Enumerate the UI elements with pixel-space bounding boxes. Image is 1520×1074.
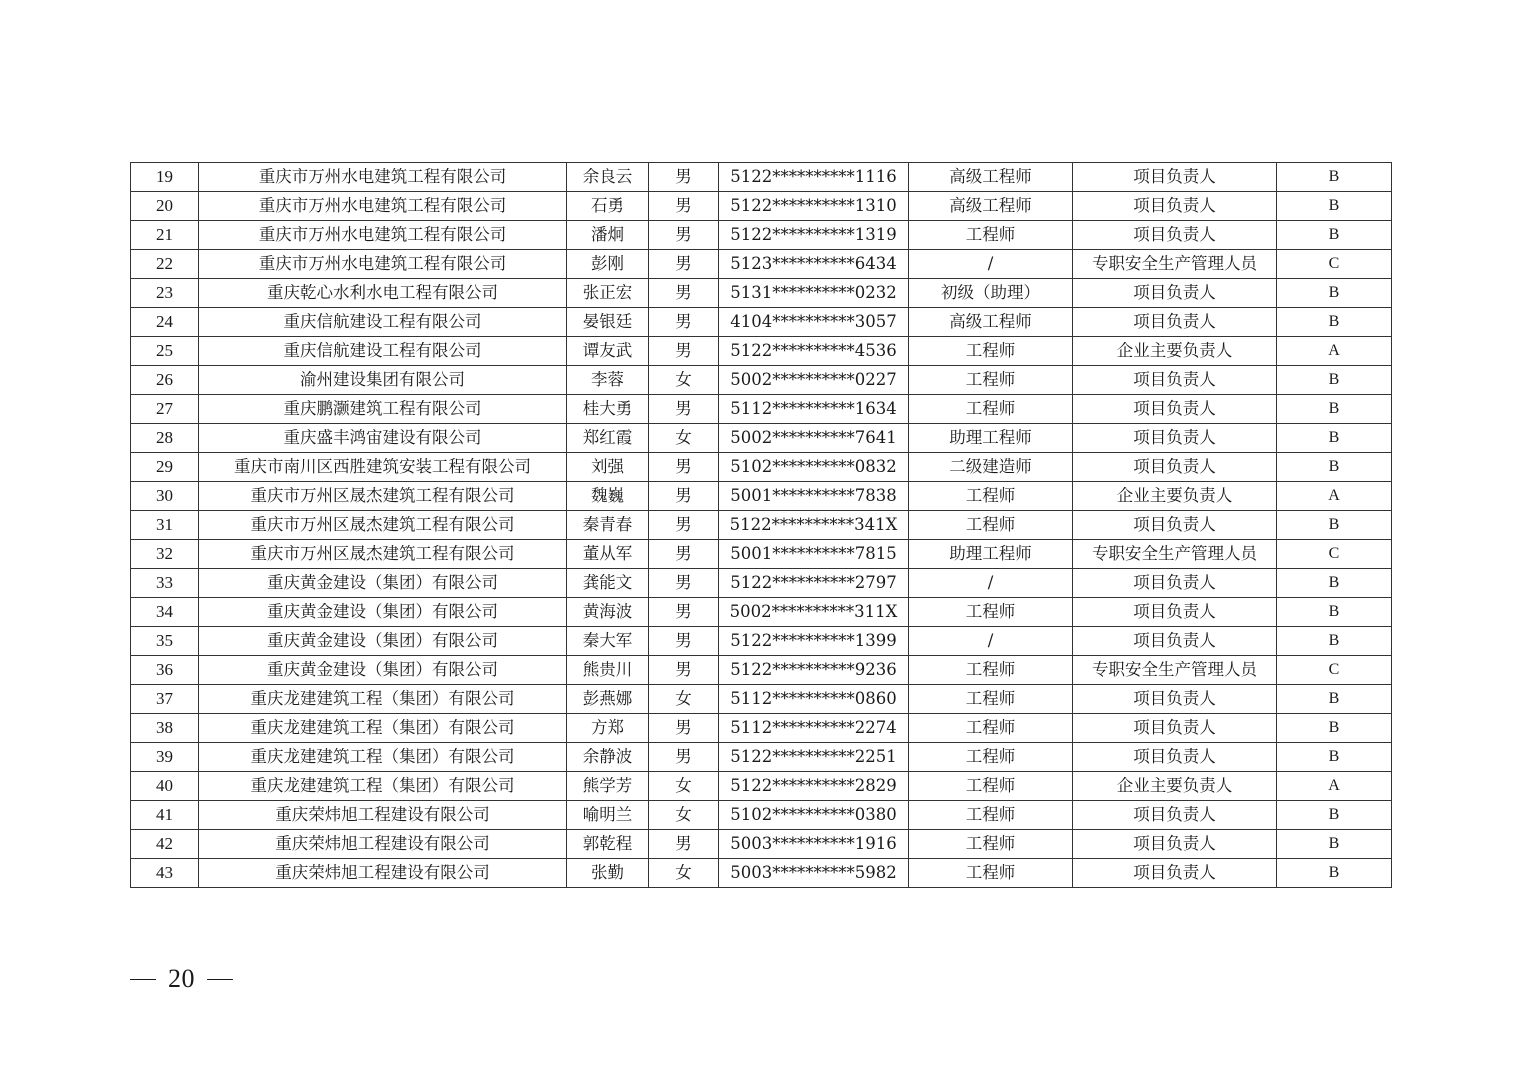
row-number-cell: 28 xyxy=(131,424,199,453)
professional-title-cell: 工程师 xyxy=(909,482,1073,511)
gender-cell: 男 xyxy=(649,569,719,598)
professional-title-cell: 工程师 xyxy=(909,395,1073,424)
footer-dash-right xyxy=(207,979,233,980)
gender-cell: 男 xyxy=(649,743,719,772)
category-level-cell: B xyxy=(1277,424,1392,453)
company-name-cell: 重庆黄金建设（集团）有限公司 xyxy=(199,569,567,598)
professional-title-cell: 工程师 xyxy=(909,685,1073,714)
position-role-cell: 企业主要负责人 xyxy=(1073,772,1277,801)
professional-title-cell: 助理工程师 xyxy=(909,424,1073,453)
table-row xyxy=(131,424,1392,453)
person-name-cell: 李蓉 xyxy=(567,366,649,395)
professional-title-cell: 助理工程师 xyxy=(909,540,1073,569)
gender-cell: 男 xyxy=(649,337,719,366)
company-name-cell: 重庆荣炜旭工程建设有限公司 xyxy=(199,859,567,888)
person-name-cell: 熊学芳 xyxy=(567,772,649,801)
id-number-cell: 5102**********0832 xyxy=(719,453,909,482)
table-row xyxy=(131,859,1392,888)
company-name-cell: 重庆市万州水电建筑工程有限公司 xyxy=(199,221,567,250)
row-number-cell: 34 xyxy=(131,598,199,627)
id-number-cell: 5112**********1634 xyxy=(719,395,909,424)
professional-title-cell: 工程师 xyxy=(909,743,1073,772)
professional-title-cell: 高级工程师 xyxy=(909,163,1073,192)
gender-cell: 女 xyxy=(649,772,719,801)
company-name-cell: 重庆市万州区晟杰建筑工程有限公司 xyxy=(199,540,567,569)
position-role-cell: 专职安全生产管理人员 xyxy=(1073,250,1277,279)
position-role-cell: 项目负责人 xyxy=(1073,424,1277,453)
table-row xyxy=(131,250,1392,279)
person-name-cell: 魏巍 xyxy=(567,482,649,511)
table-row xyxy=(131,511,1392,540)
company-name-cell: 重庆龙建建筑工程（集团）有限公司 xyxy=(199,714,567,743)
company-name-cell: 重庆鹏灏建筑工程有限公司 xyxy=(199,395,567,424)
professional-title-cell: 工程师 xyxy=(909,772,1073,801)
person-name-cell: 方郑 xyxy=(567,714,649,743)
category-level-cell: B xyxy=(1277,714,1392,743)
gender-cell: 男 xyxy=(649,453,719,482)
id-number-cell: 5122**********1399 xyxy=(719,627,909,656)
table-row xyxy=(131,656,1392,685)
gender-cell: 男 xyxy=(649,308,719,337)
page-number: 20 xyxy=(168,964,195,993)
professional-title-cell: / xyxy=(909,627,1073,656)
table-row xyxy=(131,830,1392,859)
row-number-cell: 30 xyxy=(131,482,199,511)
category-level-cell: B xyxy=(1277,308,1392,337)
row-number-cell: 33 xyxy=(131,569,199,598)
row-number-cell: 23 xyxy=(131,279,199,308)
company-name-cell: 重庆市万州区晟杰建筑工程有限公司 xyxy=(199,482,567,511)
table-row xyxy=(131,627,1392,656)
category-level-cell: B xyxy=(1277,830,1392,859)
row-number-cell: 22 xyxy=(131,250,199,279)
row-number-cell: 24 xyxy=(131,308,199,337)
category-level-cell: B xyxy=(1277,366,1392,395)
row-number-cell: 25 xyxy=(131,337,199,366)
category-level-cell: B xyxy=(1277,569,1392,598)
id-number-cell: 5001**********7838 xyxy=(719,482,909,511)
professional-title-cell: 工程师 xyxy=(909,366,1073,395)
person-name-cell: 彭燕娜 xyxy=(567,685,649,714)
page-footer xyxy=(130,962,233,996)
table-row xyxy=(131,395,1392,424)
gender-cell: 男 xyxy=(649,221,719,250)
table-row xyxy=(131,569,1392,598)
gender-cell: 女 xyxy=(649,685,719,714)
table-row xyxy=(131,598,1392,627)
table-row xyxy=(131,279,1392,308)
table-body xyxy=(131,163,1392,888)
position-role-cell: 项目负责人 xyxy=(1073,801,1277,830)
position-role-cell: 项目负责人 xyxy=(1073,830,1277,859)
gender-cell: 男 xyxy=(649,511,719,540)
position-role-cell: 项目负责人 xyxy=(1073,569,1277,598)
personnel-table xyxy=(130,162,1392,888)
company-name-cell: 重庆龙建建筑工程（集团）有限公司 xyxy=(199,743,567,772)
row-number-cell: 27 xyxy=(131,395,199,424)
company-name-cell: 重庆龙建建筑工程（集团）有限公司 xyxy=(199,772,567,801)
id-number-cell: 5122**********1310 xyxy=(719,192,909,221)
professional-title-cell: 初级（助理） xyxy=(909,279,1073,308)
id-number-cell: 5122**********341X xyxy=(719,511,909,540)
category-level-cell: B xyxy=(1277,627,1392,656)
id-number-cell: 5102**********0380 xyxy=(719,801,909,830)
position-role-cell: 项目负责人 xyxy=(1073,279,1277,308)
table-row xyxy=(131,337,1392,366)
gender-cell: 女 xyxy=(649,424,719,453)
position-role-cell: 专职安全生产管理人员 xyxy=(1073,656,1277,685)
category-level-cell: B xyxy=(1277,511,1392,540)
category-level-cell: B xyxy=(1277,801,1392,830)
position-role-cell: 项目负责人 xyxy=(1073,685,1277,714)
row-number-cell: 32 xyxy=(131,540,199,569)
person-name-cell: 龚能文 xyxy=(567,569,649,598)
gender-cell: 男 xyxy=(649,250,719,279)
position-role-cell: 项目负责人 xyxy=(1073,859,1277,888)
table-row xyxy=(131,366,1392,395)
person-name-cell: 桂大勇 xyxy=(567,395,649,424)
table-row xyxy=(131,801,1392,830)
professional-title-cell: 高级工程师 xyxy=(909,308,1073,337)
row-number-cell: 29 xyxy=(131,453,199,482)
category-level-cell: C xyxy=(1277,540,1392,569)
professional-title-cell: 二级建造师 xyxy=(909,453,1073,482)
id-number-cell: 5003**********1916 xyxy=(719,830,909,859)
position-role-cell: 项目负责人 xyxy=(1073,714,1277,743)
professional-title-cell: 工程师 xyxy=(909,656,1073,685)
id-number-cell: 5002**********0227 xyxy=(719,366,909,395)
person-name-cell: 张勤 xyxy=(567,859,649,888)
company-name-cell: 渝州建设集团有限公司 xyxy=(199,366,567,395)
table-row xyxy=(131,453,1392,482)
gender-cell: 男 xyxy=(649,830,719,859)
professional-title-cell: / xyxy=(909,250,1073,279)
position-role-cell: 专职安全生产管理人员 xyxy=(1073,540,1277,569)
row-number-cell: 42 xyxy=(131,830,199,859)
person-name-cell: 熊贵川 xyxy=(567,656,649,685)
row-number-cell: 43 xyxy=(131,859,199,888)
gender-cell: 男 xyxy=(649,279,719,308)
professional-title-cell: 工程师 xyxy=(909,337,1073,366)
position-role-cell: 项目负责人 xyxy=(1073,163,1277,192)
category-level-cell: B xyxy=(1277,743,1392,772)
professional-title-cell: 工程师 xyxy=(909,221,1073,250)
id-number-cell: 5122**********2797 xyxy=(719,569,909,598)
position-role-cell: 项目负责人 xyxy=(1073,453,1277,482)
category-level-cell: C xyxy=(1277,656,1392,685)
company-name-cell: 重庆龙建建筑工程（集团）有限公司 xyxy=(199,685,567,714)
gender-cell: 男 xyxy=(649,598,719,627)
id-number-cell: 5002**********311X xyxy=(719,598,909,627)
gender-cell: 男 xyxy=(649,163,719,192)
person-name-cell: 彭刚 xyxy=(567,250,649,279)
row-number-cell: 20 xyxy=(131,192,199,221)
table-row xyxy=(131,192,1392,221)
table-row xyxy=(131,772,1392,801)
id-number-cell: 5123**********6434 xyxy=(719,250,909,279)
row-number-cell: 36 xyxy=(131,656,199,685)
gender-cell: 男 xyxy=(649,395,719,424)
professional-title-cell: 高级工程师 xyxy=(909,192,1073,221)
gender-cell: 女 xyxy=(649,801,719,830)
professional-title-cell: 工程师 xyxy=(909,714,1073,743)
professional-title-cell: 工程师 xyxy=(909,801,1073,830)
position-role-cell: 项目负责人 xyxy=(1073,366,1277,395)
person-name-cell: 余良云 xyxy=(567,163,649,192)
position-role-cell: 项目负责人 xyxy=(1073,511,1277,540)
id-number-cell: 5122**********2251 xyxy=(719,743,909,772)
gender-cell: 男 xyxy=(649,540,719,569)
row-number-cell: 37 xyxy=(131,685,199,714)
gender-cell: 男 xyxy=(649,192,719,221)
table-row xyxy=(131,221,1392,250)
category-level-cell: B xyxy=(1277,598,1392,627)
gender-cell: 男 xyxy=(649,714,719,743)
company-name-cell: 重庆黄金建设（集团）有限公司 xyxy=(199,656,567,685)
company-name-cell: 重庆市南川区西胜建筑安装工程有限公司 xyxy=(199,453,567,482)
category-level-cell: B xyxy=(1277,163,1392,192)
id-number-cell: 5001**********7815 xyxy=(719,540,909,569)
company-name-cell: 重庆荣炜旭工程建设有限公司 xyxy=(199,830,567,859)
professional-title-cell: / xyxy=(909,569,1073,598)
person-name-cell: 喻明兰 xyxy=(567,801,649,830)
category-level-cell: C xyxy=(1277,250,1392,279)
id-number-cell: 5122**********9236 xyxy=(719,656,909,685)
position-role-cell: 项目负责人 xyxy=(1073,627,1277,656)
category-level-cell: B xyxy=(1277,453,1392,482)
company-name-cell: 重庆荣炜旭工程建设有限公司 xyxy=(199,801,567,830)
table-row xyxy=(131,540,1392,569)
row-number-cell: 19 xyxy=(131,163,199,192)
position-role-cell: 项目负责人 xyxy=(1073,221,1277,250)
company-name-cell: 重庆市万州区晟杰建筑工程有限公司 xyxy=(199,511,567,540)
position-role-cell: 项目负责人 xyxy=(1073,598,1277,627)
table-row xyxy=(131,743,1392,772)
row-number-cell: 35 xyxy=(131,627,199,656)
category-level-cell: B xyxy=(1277,279,1392,308)
person-name-cell: 刘强 xyxy=(567,453,649,482)
table-row xyxy=(131,714,1392,743)
table-row xyxy=(131,308,1392,337)
gender-cell: 女 xyxy=(649,366,719,395)
category-level-cell: B xyxy=(1277,685,1392,714)
id-number-cell: 5122**********2829 xyxy=(719,772,909,801)
company-name-cell: 重庆信航建设工程有限公司 xyxy=(199,308,567,337)
professional-title-cell: 工程师 xyxy=(909,511,1073,540)
person-name-cell: 秦大军 xyxy=(567,627,649,656)
person-name-cell: 余静波 xyxy=(567,743,649,772)
company-name-cell: 重庆信航建设工程有限公司 xyxy=(199,337,567,366)
id-number-cell: 4104**********3057 xyxy=(719,308,909,337)
person-name-cell: 秦青春 xyxy=(567,511,649,540)
row-number-cell: 40 xyxy=(131,772,199,801)
id-number-cell: 5122**********1319 xyxy=(719,221,909,250)
id-number-cell: 5112**********0860 xyxy=(719,685,909,714)
row-number-cell: 31 xyxy=(131,511,199,540)
id-number-cell: 5003**********5982 xyxy=(719,859,909,888)
position-role-cell: 项目负责人 xyxy=(1073,743,1277,772)
footer-dash-left xyxy=(130,979,156,980)
table-row xyxy=(131,163,1392,192)
gender-cell: 男 xyxy=(649,482,719,511)
id-number-cell: 5122**********4536 xyxy=(719,337,909,366)
person-name-cell: 张正宏 xyxy=(567,279,649,308)
table-row xyxy=(131,685,1392,714)
company-name-cell: 重庆市万州水电建筑工程有限公司 xyxy=(199,163,567,192)
position-role-cell: 项目负责人 xyxy=(1073,395,1277,424)
id-number-cell: 5112**********2274 xyxy=(719,714,909,743)
gender-cell: 男 xyxy=(649,656,719,685)
company-name-cell: 重庆市万州水电建筑工程有限公司 xyxy=(199,192,567,221)
gender-cell: 男 xyxy=(649,627,719,656)
id-number-cell: 5122**********1116 xyxy=(719,163,909,192)
row-number-cell: 38 xyxy=(131,714,199,743)
category-level-cell: A xyxy=(1277,482,1392,511)
company-name-cell: 重庆市万州水电建筑工程有限公司 xyxy=(199,250,567,279)
gender-cell: 女 xyxy=(649,859,719,888)
professional-title-cell: 工程师 xyxy=(909,830,1073,859)
category-level-cell: B xyxy=(1277,192,1392,221)
company-name-cell: 重庆黄金建设（集团）有限公司 xyxy=(199,598,567,627)
position-role-cell: 项目负责人 xyxy=(1073,308,1277,337)
professional-title-cell: 工程师 xyxy=(909,859,1073,888)
person-name-cell: 谭友武 xyxy=(567,337,649,366)
row-number-cell: 26 xyxy=(131,366,199,395)
table-row xyxy=(131,482,1392,511)
row-number-cell: 41 xyxy=(131,801,199,830)
category-level-cell: B xyxy=(1277,859,1392,888)
professional-title-cell: 工程师 xyxy=(909,598,1073,627)
category-level-cell: B xyxy=(1277,395,1392,424)
person-name-cell: 郭乾程 xyxy=(567,830,649,859)
person-name-cell: 晏银廷 xyxy=(567,308,649,337)
position-role-cell: 企业主要负责人 xyxy=(1073,337,1277,366)
category-level-cell: B xyxy=(1277,221,1392,250)
company-name-cell: 重庆乾心水利水电工程有限公司 xyxy=(199,279,567,308)
row-number-cell: 39 xyxy=(131,743,199,772)
person-name-cell: 潘炯 xyxy=(567,221,649,250)
category-level-cell: A xyxy=(1277,772,1392,801)
id-number-cell: 5131**********0232 xyxy=(719,279,909,308)
company-name-cell: 重庆盛丰鸿宙建设有限公司 xyxy=(199,424,567,453)
row-number-cell: 21 xyxy=(131,221,199,250)
position-role-cell: 项目负责人 xyxy=(1073,192,1277,221)
company-name-cell: 重庆黄金建设（集团）有限公司 xyxy=(199,627,567,656)
position-role-cell: 企业主要负责人 xyxy=(1073,482,1277,511)
category-level-cell: A xyxy=(1277,337,1392,366)
person-name-cell: 董从军 xyxy=(567,540,649,569)
person-name-cell: 郑红霞 xyxy=(567,424,649,453)
person-name-cell: 石勇 xyxy=(567,192,649,221)
id-number-cell: 5002**********7641 xyxy=(719,424,909,453)
person-name-cell: 黄海波 xyxy=(567,598,649,627)
